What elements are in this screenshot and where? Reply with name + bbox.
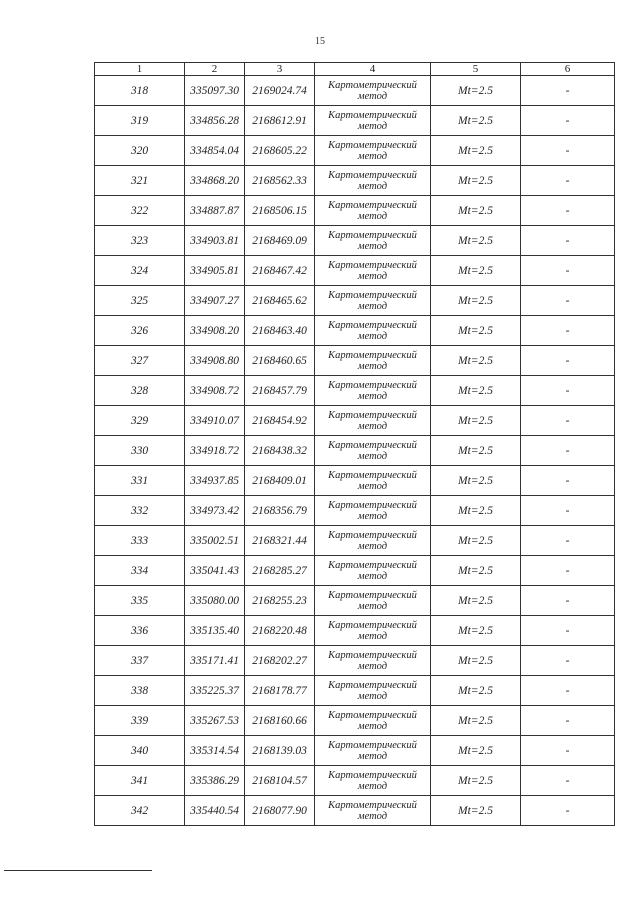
method-line-2: метод <box>357 480 388 492</box>
y-coordinate-cell: 2168438.32 <box>245 436 315 466</box>
accuracy-cell: Mt=2.5 <box>431 196 521 226</box>
x-coordinate-cell: 334937.85 <box>185 466 245 496</box>
point-number-cell: 339 <box>95 706 185 736</box>
point-number-cell: 325 <box>95 286 185 316</box>
note-cell: - <box>521 316 615 346</box>
method-line-2: метод <box>357 570 388 582</box>
accuracy-cell: Mt=2.5 <box>431 466 521 496</box>
table-row <box>95 496 615 526</box>
method-cell <box>315 406 431 436</box>
point-number-cell: 342 <box>95 796 185 826</box>
note-cell: - <box>521 766 615 796</box>
accuracy-cell: Mt=2.5 <box>431 436 521 466</box>
y-coordinate-cell: 2168463.40 <box>245 316 315 346</box>
point-number-cell: 335 <box>95 586 185 616</box>
accuracy-cell: Mt=2.5 <box>431 526 521 556</box>
method-line-2: метод <box>357 270 388 282</box>
method-line-1: Картометрический <box>328 229 417 241</box>
method-cell <box>315 436 431 466</box>
point-number-cell: 341 <box>95 766 185 796</box>
note-cell: - <box>521 106 615 136</box>
point-number-cell: 337 <box>95 646 185 676</box>
x-coordinate-cell: 334856.28 <box>185 106 245 136</box>
y-coordinate-cell: 2168160.66 <box>245 706 315 736</box>
x-coordinate-cell: 334854.04 <box>185 136 245 166</box>
method-line-2: метод <box>357 420 388 432</box>
table-row <box>95 346 615 376</box>
y-coordinate-cell: 2168562.33 <box>245 166 315 196</box>
method-cell <box>315 496 431 526</box>
table-row <box>95 616 615 646</box>
table-row <box>95 406 615 436</box>
accuracy-cell: Mt=2.5 <box>431 736 521 766</box>
y-coordinate-cell: 2168457.79 <box>245 376 315 406</box>
method-cell <box>315 676 431 706</box>
method-cell <box>315 616 431 646</box>
accuracy-cell: Mt=2.5 <box>431 496 521 526</box>
table-row <box>95 376 615 406</box>
point-number-cell: 326 <box>95 316 185 346</box>
x-coordinate-cell: 335440.54 <box>185 796 245 826</box>
accuracy-cell: Mt=2.5 <box>431 136 521 166</box>
accuracy-cell: Mt=2.5 <box>431 646 521 676</box>
table-row <box>95 106 615 136</box>
method-cell <box>315 316 431 346</box>
y-coordinate-cell: 2168285.27 <box>245 556 315 586</box>
accuracy-cell: Mt=2.5 <box>431 316 521 346</box>
table-body <box>95 76 615 826</box>
method-cell <box>315 166 431 196</box>
note-cell: - <box>521 406 615 436</box>
point-number-cell: 332 <box>95 496 185 526</box>
method-line-1: Картометрический <box>328 589 417 601</box>
accuracy-cell: Mt=2.5 <box>431 286 521 316</box>
table-row <box>95 76 615 106</box>
note-cell: - <box>521 556 615 586</box>
note-cell: - <box>521 376 615 406</box>
y-coordinate-cell: 2169024.74 <box>245 76 315 106</box>
method-line-1: Картометрический <box>328 319 417 331</box>
x-coordinate-cell: 334973.42 <box>185 496 245 526</box>
table-row <box>95 286 615 316</box>
table-row <box>95 676 615 706</box>
point-number-cell: 322 <box>95 196 185 226</box>
method-line-1: Картометрический <box>328 739 417 751</box>
method-line-1: Картометрический <box>328 559 417 571</box>
method-line-2: метод <box>357 330 388 342</box>
page-number: 15 <box>315 36 325 47</box>
method-line-1: Картометрический <box>328 379 417 391</box>
x-coordinate-cell: 334918.72 <box>185 436 245 466</box>
table-row <box>95 586 615 616</box>
point-number-cell: 338 <box>95 676 185 706</box>
method-cell <box>315 256 431 286</box>
method-line-2: метод <box>357 240 388 252</box>
point-number-cell: 324 <box>95 256 185 286</box>
point-number-cell: 318 <box>95 76 185 106</box>
x-coordinate-cell: 334908.20 <box>185 316 245 346</box>
point-number-cell: 327 <box>95 346 185 376</box>
note-cell: - <box>521 736 615 766</box>
y-coordinate-cell: 2168178.77 <box>245 676 315 706</box>
table-row <box>95 646 615 676</box>
method-line-1: Картометрический <box>328 649 417 661</box>
accuracy-cell: Mt=2.5 <box>431 796 521 826</box>
method-line-2: метод <box>357 90 388 102</box>
x-coordinate-cell: 335386.29 <box>185 766 245 796</box>
table-row <box>95 226 615 256</box>
point-number-cell: 329 <box>95 406 185 436</box>
method-line-2: метод <box>357 690 388 702</box>
point-number-cell: 321 <box>95 166 185 196</box>
method-line-1: Картометрический <box>328 769 417 781</box>
method-line-1: Картометрический <box>328 349 417 361</box>
x-coordinate-cell: 335267.53 <box>185 706 245 736</box>
method-line-2: метод <box>357 450 388 462</box>
table-row <box>95 436 615 466</box>
method-line-1: Картометрический <box>328 259 417 271</box>
note-cell: - <box>521 586 615 616</box>
table-row <box>95 196 615 226</box>
y-coordinate-cell: 2168220.48 <box>245 616 315 646</box>
note-cell: - <box>521 226 615 256</box>
method-line-1: Картометрический <box>328 679 417 691</box>
method-cell <box>315 706 431 736</box>
y-coordinate-cell: 2168356.79 <box>245 496 315 526</box>
method-cell <box>315 106 431 136</box>
note-cell: - <box>521 346 615 376</box>
method-line-2: метод <box>357 120 388 132</box>
accuracy-cell: Mt=2.5 <box>431 106 521 136</box>
note-cell: - <box>521 286 615 316</box>
accuracy-cell: Mt=2.5 <box>431 676 521 706</box>
note-cell: - <box>521 526 615 556</box>
method-line-1: Картометрический <box>328 409 417 421</box>
method-cell <box>315 76 431 106</box>
method-line-2: метод <box>357 780 388 792</box>
y-coordinate-cell: 2168605.22 <box>245 136 315 166</box>
table-row <box>95 256 615 286</box>
y-coordinate-cell: 2168139.03 <box>245 736 315 766</box>
method-line-1: Картометрический <box>328 79 417 91</box>
x-coordinate-cell: 335225.37 <box>185 676 245 706</box>
x-coordinate-cell: 334868.20 <box>185 166 245 196</box>
x-coordinate-cell: 334907.27 <box>185 286 245 316</box>
point-number-cell: 328 <box>95 376 185 406</box>
column-header-2: 2 <box>185 63 245 76</box>
table-row <box>95 166 615 196</box>
method-line-2: метод <box>357 720 388 732</box>
note-cell: - <box>521 676 615 706</box>
accuracy-cell: Mt=2.5 <box>431 346 521 376</box>
point-number-cell: 336 <box>95 616 185 646</box>
table-row <box>95 316 615 346</box>
x-coordinate-cell: 335314.54 <box>185 736 245 766</box>
x-coordinate-cell: 334910.07 <box>185 406 245 436</box>
method-line-1: Картометрический <box>328 109 417 121</box>
point-number-cell: 333 <box>95 526 185 556</box>
y-coordinate-cell: 2168409.01 <box>245 466 315 496</box>
method-cell <box>315 556 431 586</box>
method-line-1: Картометрический <box>328 199 417 211</box>
method-line-2: метод <box>357 300 388 312</box>
method-cell <box>315 286 431 316</box>
x-coordinate-cell: 335041.43 <box>185 556 245 586</box>
method-line-2: метод <box>357 660 388 672</box>
point-number-cell: 320 <box>95 136 185 166</box>
footnote-rule <box>4 870 152 871</box>
method-line-1: Картометрический <box>328 709 417 721</box>
y-coordinate-cell: 2168460.65 <box>245 346 315 376</box>
y-coordinate-cell: 2168467.42 <box>245 256 315 286</box>
method-line-2: метод <box>357 150 388 162</box>
point-number-cell: 331 <box>95 466 185 496</box>
y-coordinate-cell: 2168202.27 <box>245 646 315 676</box>
point-number-cell: 340 <box>95 736 185 766</box>
note-cell: - <box>521 166 615 196</box>
note-cell: - <box>521 136 615 166</box>
method-line-1: Картометрический <box>328 439 417 451</box>
note-cell: - <box>521 496 615 526</box>
y-coordinate-cell: 2168104.57 <box>245 766 315 796</box>
y-coordinate-cell: 2168465.62 <box>245 286 315 316</box>
accuracy-cell: Mt=2.5 <box>431 586 521 616</box>
header-row <box>95 63 615 76</box>
method-line-1: Картометрический <box>328 619 417 631</box>
method-line-2: метод <box>357 810 388 822</box>
x-coordinate-cell: 334908.80 <box>185 346 245 376</box>
point-number-cell: 323 <box>95 226 185 256</box>
method-line-2: метод <box>357 540 388 552</box>
note-cell: - <box>521 706 615 736</box>
accuracy-cell: Mt=2.5 <box>431 376 521 406</box>
method-cell <box>315 226 431 256</box>
table-row <box>95 526 615 556</box>
accuracy-cell: Mt=2.5 <box>431 76 521 106</box>
point-number-cell: 330 <box>95 436 185 466</box>
note-cell: - <box>521 646 615 676</box>
table-row <box>95 706 615 736</box>
method-line-1: Картометрический <box>328 169 417 181</box>
method-cell <box>315 586 431 616</box>
method-cell <box>315 136 431 166</box>
accuracy-cell: Mt=2.5 <box>431 766 521 796</box>
method-line-1: Картометрический <box>328 499 417 511</box>
point-number-cell: 319 <box>95 106 185 136</box>
note-cell: - <box>521 466 615 496</box>
table-row <box>95 796 615 826</box>
x-coordinate-cell: 334908.72 <box>185 376 245 406</box>
method-line-1: Картометрический <box>328 469 417 481</box>
column-header-6: 6 <box>521 63 615 76</box>
accuracy-cell: Mt=2.5 <box>431 226 521 256</box>
table-row <box>95 766 615 796</box>
method-line-1: Картометрический <box>328 529 417 541</box>
x-coordinate-cell: 334903.81 <box>185 226 245 256</box>
note-cell: - <box>521 76 615 106</box>
method-line-1: Картометрический <box>328 799 417 811</box>
method-cell <box>315 346 431 376</box>
method-line-2: метод <box>357 600 388 612</box>
y-coordinate-cell: 2168077.90 <box>245 796 315 826</box>
x-coordinate-cell: 335135.40 <box>185 616 245 646</box>
method-cell <box>315 766 431 796</box>
x-coordinate-cell: 335002.51 <box>185 526 245 556</box>
note-cell: - <box>521 796 615 826</box>
method-line-2: метод <box>357 750 388 762</box>
method-line-2: метод <box>357 390 388 402</box>
y-coordinate-cell: 2168506.15 <box>245 196 315 226</box>
method-line-2: метод <box>357 510 388 522</box>
coordinates-table <box>94 62 615 826</box>
method-line-1: Картометрический <box>328 289 417 301</box>
note-cell: - <box>521 436 615 466</box>
column-header-1: 1 <box>95 63 185 76</box>
x-coordinate-cell: 335080.00 <box>185 586 245 616</box>
accuracy-cell: Mt=2.5 <box>431 556 521 586</box>
method-line-2: метод <box>357 180 388 192</box>
method-line-2: метод <box>357 360 388 372</box>
method-cell <box>315 646 431 676</box>
table-row <box>95 556 615 586</box>
table-row <box>95 736 615 766</box>
y-coordinate-cell: 2168321.44 <box>245 526 315 556</box>
y-coordinate-cell: 2168255.23 <box>245 586 315 616</box>
method-cell <box>315 196 431 226</box>
accuracy-cell: Mt=2.5 <box>431 706 521 736</box>
column-header-3: 3 <box>245 63 315 76</box>
method-cell <box>315 736 431 766</box>
note-cell: - <box>521 256 615 286</box>
column-header-5: 5 <box>431 63 521 76</box>
accuracy-cell: Mt=2.5 <box>431 616 521 646</box>
x-coordinate-cell: 335097.30 <box>185 76 245 106</box>
accuracy-cell: Mt=2.5 <box>431 166 521 196</box>
accuracy-cell: Mt=2.5 <box>431 406 521 436</box>
method-cell <box>315 526 431 556</box>
x-coordinate-cell: 334887.87 <box>185 196 245 226</box>
method-line-2: метод <box>357 210 388 222</box>
column-header-4: 4 <box>315 63 431 76</box>
method-line-2: метод <box>357 630 388 642</box>
note-cell: - <box>521 616 615 646</box>
table-row <box>95 136 615 166</box>
point-number-cell: 334 <box>95 556 185 586</box>
y-coordinate-cell: 2168469.09 <box>245 226 315 256</box>
y-coordinate-cell: 2168454.92 <box>245 406 315 436</box>
accuracy-cell: Mt=2.5 <box>431 256 521 286</box>
method-cell <box>315 376 431 406</box>
x-coordinate-cell: 335171.41 <box>185 646 245 676</box>
note-cell: - <box>521 196 615 226</box>
method-cell <box>315 466 431 496</box>
method-line-1: Картометрический <box>328 139 417 151</box>
x-coordinate-cell: 334905.81 <box>185 256 245 286</box>
table-row <box>95 466 615 496</box>
y-coordinate-cell: 2168612.91 <box>245 106 315 136</box>
method-cell <box>315 796 431 826</box>
